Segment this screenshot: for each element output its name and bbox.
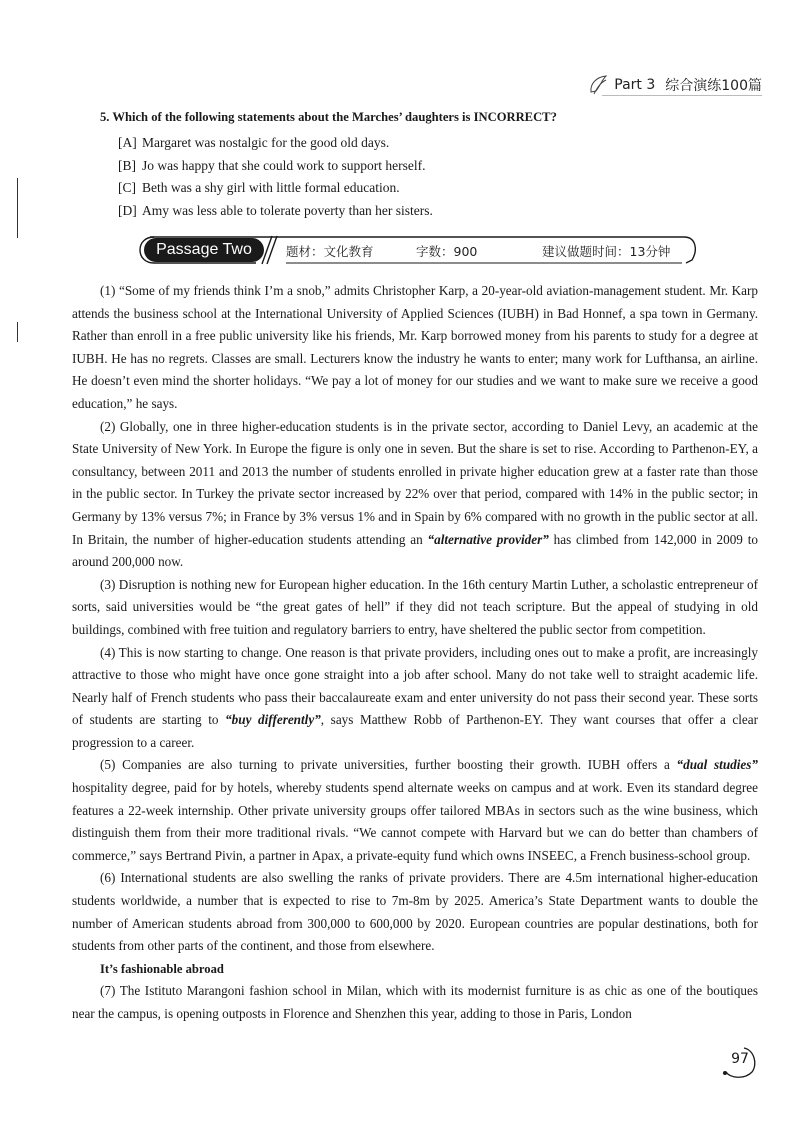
page-number: 97: [731, 1051, 749, 1067]
passage-word-count: 字数：900: [416, 244, 478, 259]
swirl-leaf-icon: [588, 74, 610, 96]
section-header: [588, 74, 762, 96]
option-text: Margaret was nostalgic for the good old days.: [142, 135, 390, 150]
paragraph-text: (4) This is now starting to change. One reason is that private providers, including ones out to make a profit, are increasingly attractive to those who might have once gone straight into a job after school. Many do not take well to straight academic life. Nearly half of French students who pass their baccalaureate exam and enter university do not pass their second year. These sorts of students are starting to: [72, 644, 758, 728]
margin-mark: [17, 178, 18, 238]
header-rule: [602, 95, 762, 96]
paragraph-2: [72, 416, 758, 574]
paragraph-7: (7) The Istituto Marangoni fashion school in Milan, which with its modernist furniture is as chic as one of the boutiques near the campus, is opening outposts in Florence and Shenzhen this year, adding to those in Paris, London: [72, 983, 758, 1021]
option-letter: [B]: [118, 157, 136, 173]
option-c[interactable]: [100, 177, 780, 200]
option-letter: [C]: [118, 180, 136, 195]
emphasis-phrase: “dual studies”: [676, 757, 758, 773]
paragraph-4: [72, 642, 758, 755]
passage-title: Passage Two: [144, 238, 264, 262]
paragraph-6: (6) International students are also swelling the ranks of private providers. There are 4.5m international higher-education students worldwide, a number that is expected to rise to 7m-8m by 2025. America’s State Department wants to double the number of American students abroad from 300,000 to 600,000 by 2020. European countries are popular destinations, both for students from other parts of the continent, and those from elsewhere.: [72, 870, 758, 954]
part-label: Part 3: [614, 77, 656, 93]
passage-suggested-time: 建议做题时间：13分钟: [542, 244, 671, 259]
section-title: 综合演练100篇: [665, 78, 762, 94]
question-stem: 5. Which of the following statements about the Marches’ daughters is INCORRECT?: [100, 110, 557, 124]
passage-body: [72, 280, 758, 1026]
passage-header-bar: [136, 234, 700, 266]
page-number-badge: [720, 1042, 760, 1082]
emphasis-phrase: “alternative provider”: [427, 531, 549, 547]
section-subheading: It’s fashionable abroad: [100, 961, 224, 976]
paragraph-3: (3) Disruption is nothing new for European higher education. In the 16th century Martin Luther, a scholastic entrepreneur of sorts, said universities would be “the great gates of hell” if they did not teach scripture. But the appeal of studying in old buildings, combined with free tuition and regulatory barriers to entry, have sheltered the public sector from competition.: [72, 576, 758, 637]
margin-mark: [17, 322, 18, 342]
paragraph-text: (2) Globally, one in three higher-education students is in the private sector, according to Daniel Levy, an academic at the State University of New York. In Europe the figure is only one in seven. But the share is set to rise. According to Parthenon-EY, a consultancy, between 2011 and 2013 the number of students enrolled in private higher education grew at a faster rate than those in the public sector. In Turkey the private sector increased by 22% over that period, compared with 14% in the public sector; in Germany by 13% versus 7%; in France by 3% versus 1% and in Spain by 6% compared with no growth in the public sector at all. In Britain, the number of higher-education students attending an: [72, 418, 758, 547]
question-5: [100, 110, 780, 222]
option-text: Beth was a shy girl with little formal education.: [142, 180, 400, 195]
option-d[interactable]: [100, 200, 780, 223]
paragraph-text: , says Matthew Robb of Parthenon-EY. They want courses that offer a clear progression to a career.: [72, 712, 759, 750]
option-text: Amy was less able to tolerate poverty than her sisters.: [142, 202, 433, 218]
paragraph-text: has climbed from 142,000 in 2009 to around 200,000 now.: [72, 531, 758, 570]
option-b[interactable]: [100, 155, 780, 178]
option-letter: [A]: [118, 135, 137, 150]
option-text: Jo was happy that she could work to support herself.: [142, 157, 426, 173]
emphasis-phrase: “buy differently”: [225, 712, 321, 728]
passage-topic: 题材：文化教育: [286, 244, 374, 259]
paragraph-text: hospitality degree, paid for by hotels, whereby students spend alternate weeks on campus and at work. Even its standard degree features a 22-week internship. Other private university groups offer tailored MBAs in sectors such as the wine business, which distinguish them from their more traditional rivals. “We cannot compete with Harvard but we can do better than chambers of commerce,” says Bertrand Pivin, a partner in Apax, a private-equity fund which owns INSEEC, a French business-school group.: [72, 780, 758, 863]
option-a[interactable]: [100, 132, 780, 155]
option-letter: [D]: [118, 202, 137, 218]
paragraph-text: (5) Companies are also turning to private universities, further boosting their growth. IUBH offers a: [100, 757, 677, 773]
paragraph-1: (1) “Some of my friends think I’m a snob,” admits Christopher Karp, a 20-year-old aviation-management student. Mr. Karp attends the business school at the International University of Applied Sciences (IUBH) in Bad Honnef, a spa town in Germany. Rather than enroll in a free public university like his friends, Mr. Karp borrowed money from his parents to study for a degree at IUBH. He has no regrets. Classes are small. Lecturers know the industry he wants to enter; many work for Lufthansa, an airline. He doesn’t even mind the shorter holidays. “We pay a lot of money for our studies and we want to make sure we receive a good education,” he says.: [72, 283, 758, 411]
paragraph-5: [72, 754, 758, 867]
